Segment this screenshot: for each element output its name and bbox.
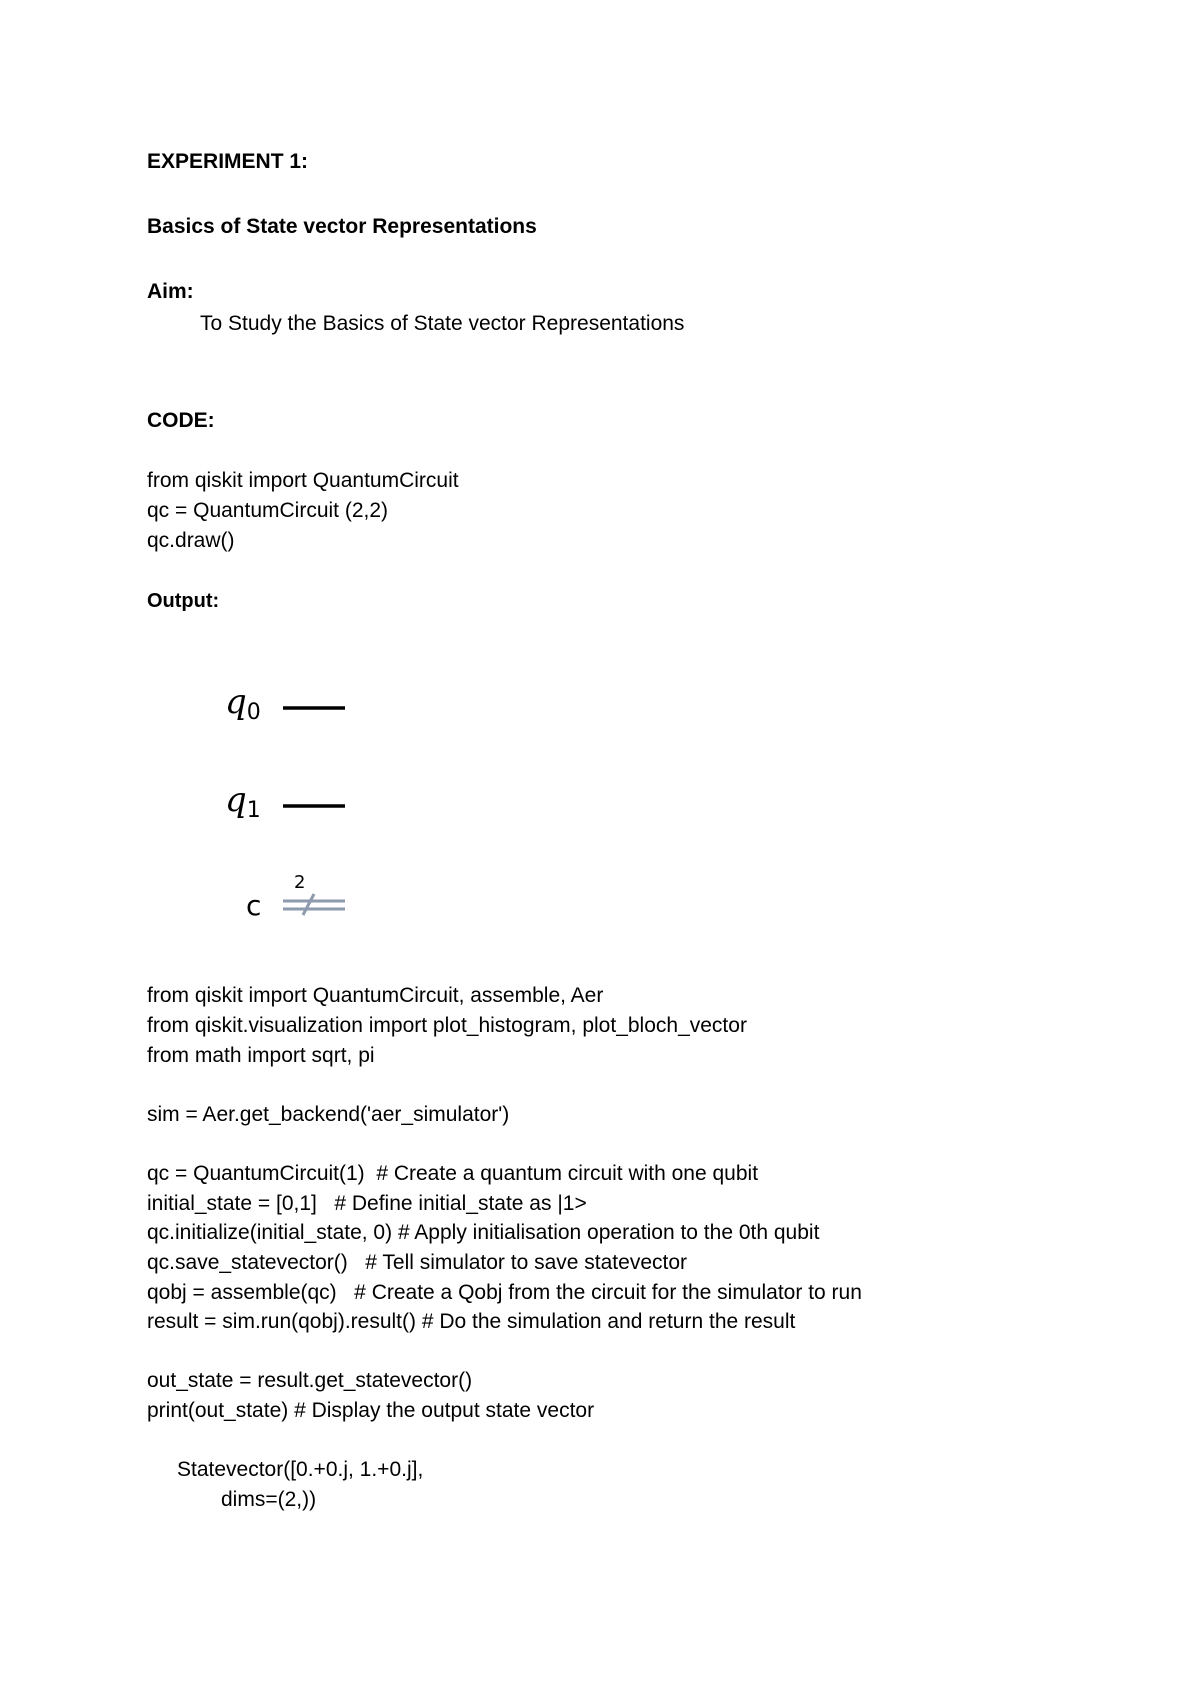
code-line: qc = QuantumCircuit (2,2) bbox=[147, 499, 389, 522]
code-line: print(out_state) # Display the output state vector bbox=[147, 1399, 595, 1422]
document-title: Basics of State vector Representations bbox=[147, 215, 537, 238]
code-line: qc = QuantumCircuit(1) # Create a quantum circuit with one qubit bbox=[147, 1162, 759, 1185]
code-line: qc.initialize(initial_state, 0) # Apply initialisation operation to the 0th qubit bbox=[147, 1221, 820, 1244]
aim-text: To Study the Basics of State vector Representations bbox=[200, 312, 685, 335]
code-line: from qiskit.visualization import plot_histogram, plot_bloch_vector bbox=[147, 1014, 747, 1037]
classical-bit-count: 2 bbox=[294, 872, 306, 893]
code-line: qc.draw() bbox=[147, 529, 235, 552]
statevector-output-line: dims=(2,)) bbox=[221, 1488, 317, 1511]
code-line: qc.save_statevector() # Tell simulator to save statevector bbox=[147, 1251, 688, 1274]
classical-bundle-slash bbox=[303, 894, 314, 915]
code-line: result = sim.run(qobj).result() # Do the simulation and return the result bbox=[147, 1310, 796, 1333]
code-line: qobj = assemble(qc) # Create a Qobj from the circuit for the simulator to run bbox=[147, 1281, 862, 1304]
code-label: CODE: bbox=[147, 409, 215, 432]
code-line: initial_state = [0,1] # Define initial_state as |1> bbox=[147, 1192, 587, 1215]
statevector-output-line: Statevector([0.+0.j, 1.+0.j], bbox=[177, 1458, 424, 1481]
output-label: Output: bbox=[147, 590, 220, 612]
qubit-0-label: q0 bbox=[225, 682, 261, 725]
aim-label: Aim: bbox=[147, 280, 194, 303]
code-line: from math import sqrt, pi bbox=[147, 1044, 375, 1067]
circuit-diagram bbox=[200, 670, 400, 940]
experiment-heading: EXPERIMENT 1: bbox=[147, 150, 309, 173]
code-line: from qiskit import QuantumCircuit, assemble, Aer bbox=[147, 984, 604, 1007]
classical-register-label: c bbox=[246, 889, 262, 922]
code-line: out_state = result.get_statevector() bbox=[147, 1369, 473, 1392]
code-line: from qiskit import QuantumCircuit bbox=[147, 469, 459, 492]
code-line: sim = Aer.get_backend('aer_simulator') bbox=[147, 1103, 510, 1126]
qubit-1-label: q1 bbox=[225, 780, 261, 823]
